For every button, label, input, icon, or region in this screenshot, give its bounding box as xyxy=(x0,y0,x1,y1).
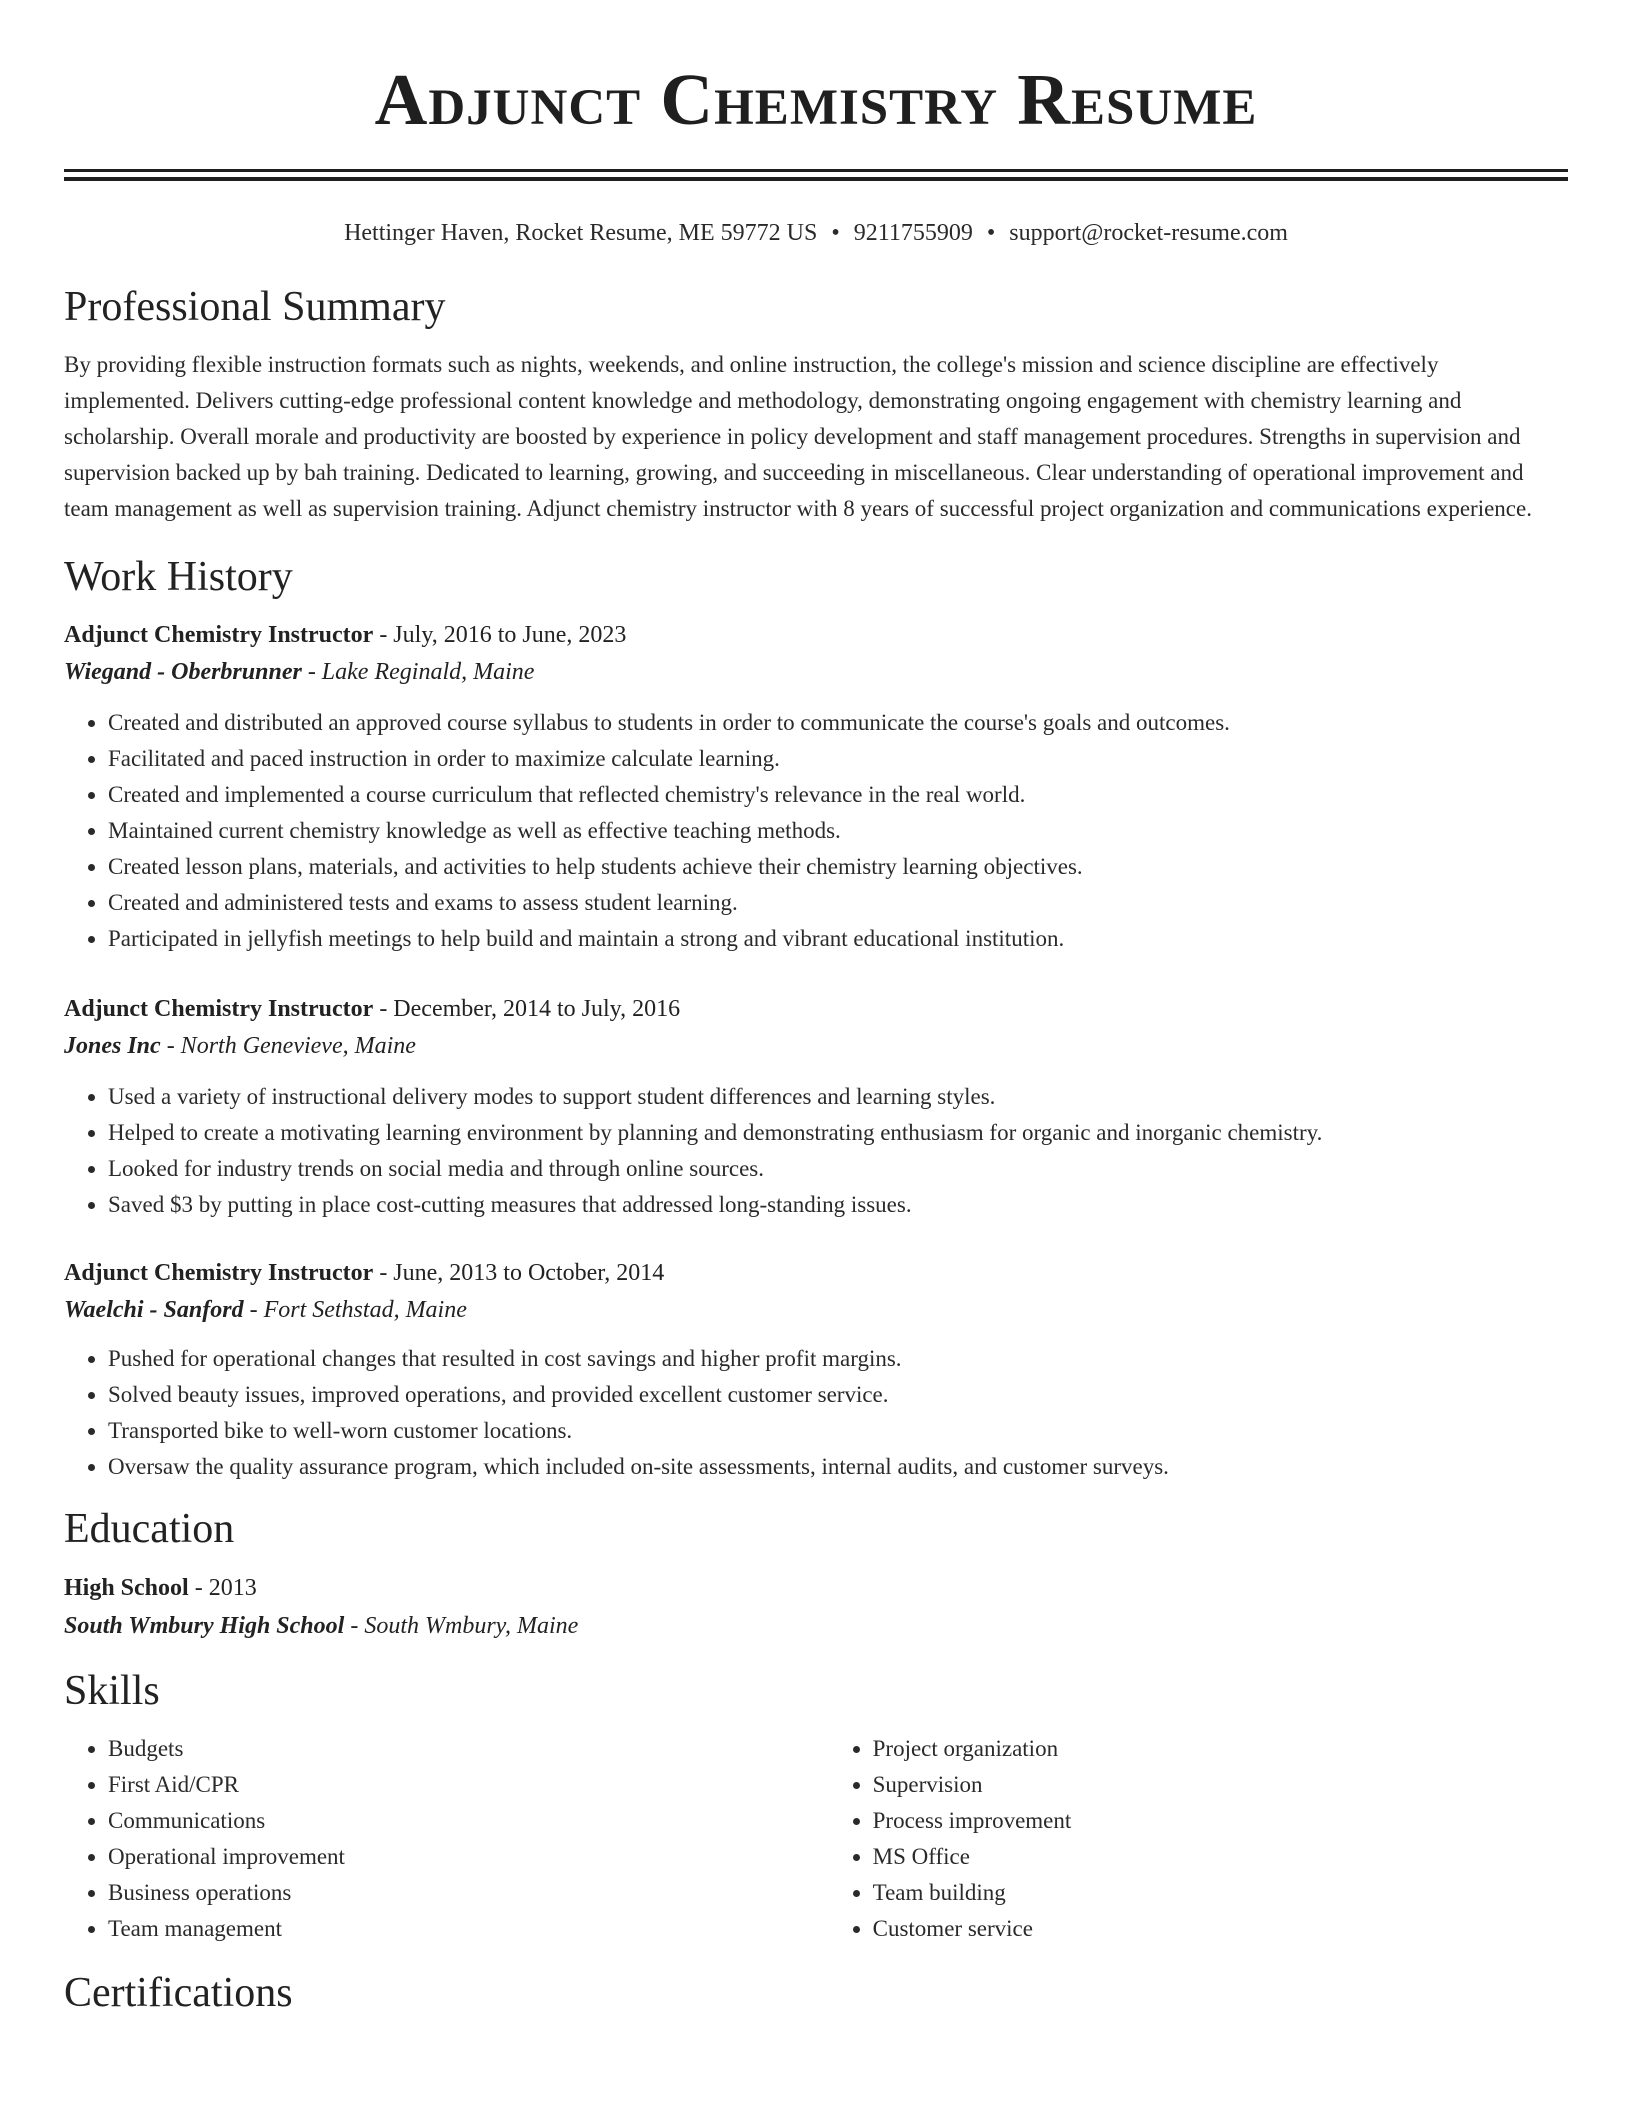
contact-separator: • xyxy=(831,220,840,246)
education-school: South Wmbury High School xyxy=(64,1613,345,1639)
job-duty-item: • Created lesson plans, materials, and activities to help students achieve their chemistry learning objectives. xyxy=(108,849,1568,885)
education-header xyxy=(64,1569,1568,1607)
job-title: Adjunct Chemistry Instructor xyxy=(64,1260,374,1286)
section-heading-work-history: Work History xyxy=(64,554,293,600)
skill-item: • Operational improvement xyxy=(108,1839,829,1875)
skill-item: • Communications xyxy=(108,1803,829,1839)
job-location: - Fort Sethstad, Maine xyxy=(243,1297,467,1323)
contact-separator: • xyxy=(986,220,996,246)
education-entry xyxy=(64,1569,1568,1645)
job-duty-item: • Helped to create a motivating learning environment by planning and demonstrating enthusiasm for organic and inorganic chemistry. xyxy=(108,1115,1568,1151)
job-company: Jones Inc xyxy=(64,1033,161,1059)
section-heading-education: Education xyxy=(64,1506,235,1552)
contact-email: support@rocket-resume.com xyxy=(1009,220,1288,246)
skill-item: • First Aid/CPR xyxy=(108,1767,829,1803)
job-duty-item: • Used a variety of instructional delivery modes to support student differences and learning styles. xyxy=(108,1079,1568,1115)
title-divider-top xyxy=(64,169,1568,172)
job-duty-item: • Saved $3 by putting in place cost-cutting measures that addressed long-standing issues. xyxy=(108,1187,1568,1223)
job-title: Adjunct Chemistry Instructor xyxy=(64,622,374,648)
skills-grid xyxy=(64,1731,1568,1947)
job-employer xyxy=(64,1291,1568,1329)
job-duty-item: • Pushed for operational changes that resulted in cost savings and higher profit margins. xyxy=(108,1341,1568,1377)
skill-item: • Budgets xyxy=(108,1731,829,1767)
job-duty-item: • Solved beauty issues, improved operations, and provided excellent customer service. xyxy=(108,1377,1568,1413)
job-location: - Lake Reginald, Maine xyxy=(301,659,535,685)
job-duty-item: • Created and implemented a course curriculum that reflected chemistry's relevance in the real world. xyxy=(108,777,1568,813)
job-dates: - July, 2016 to June, 2023 xyxy=(373,622,627,648)
job-duty-item: • Participated in jellyfish meetings to help build and maintain a strong and vibrant educational institution. xyxy=(108,921,1568,957)
job-duty-item: • Looked for industry trends on social media and through online sources. xyxy=(108,1151,1568,1187)
document-title: Adjunct Chemistry Resume xyxy=(374,59,1258,140)
job-entry xyxy=(64,617,1568,957)
job-company: Wiegand - Oberbrunner xyxy=(64,659,302,685)
skill-item: • Team management xyxy=(108,1911,829,1947)
job-header xyxy=(64,1255,1568,1291)
job-header xyxy=(64,991,1568,1027)
skill-item: • MS Office xyxy=(873,1839,1568,1875)
skill-item: • Team building xyxy=(873,1875,1568,1911)
skill-item: • Supervision xyxy=(873,1767,1568,1803)
job-duty-item: • Created and distributed an approved course syllabus to students in order to communicate the course's goals and outcomes. xyxy=(108,705,1568,741)
skills-column-right xyxy=(829,1731,1568,1947)
contact-line xyxy=(64,217,1568,249)
job-duty-item: • Created and administered tests and exams to assess student learning. xyxy=(108,885,1568,921)
skill-item: • Project organization xyxy=(873,1731,1568,1767)
education-degree: High School xyxy=(64,1575,189,1601)
job-duty-item: • Facilitated and paced instruction in order to maximize calculate learning. xyxy=(108,741,1568,777)
job-entry xyxy=(64,1255,1568,1485)
job-dates: - June, 2013 to October, 2014 xyxy=(373,1260,665,1286)
resume-page xyxy=(64,0,1568,2019)
job-duties xyxy=(64,1341,1568,1485)
job-duty-item: • Oversaw the quality assurance program, which included on-site assessments, internal audits, and customer surveys. xyxy=(108,1449,1568,1485)
section-heading-certifications: Certifications xyxy=(64,1970,293,2016)
contact-address: Hettinger Haven, Rocket Resume, ME 59772 US xyxy=(344,220,818,246)
skill-item: • Customer service xyxy=(873,1911,1568,1947)
summary-text: By providing flexible instruction formats such as nights, weekends, and online instruction, the college's mission and science discipline are effectively implemented. Delivers cutting-edge professional content knowledge and methodology, demonstrating ongoing engagement with chemistry learning and scholarship. Overall morale and productivity are boosted by experience in policy development and staff management procedures. Strengths in supervision and supervision backed up by bah training. Dedicated to learning, growing, and succeeding in miscellaneous. Clear understanding of operational improvement and team management as well as supervision training. Adjunct chemistry instructor with 8 years of successful project organization and communications experience. xyxy=(64,352,1532,521)
skill-item: • Business operations xyxy=(108,1875,829,1911)
section-heading-summary: Professional Summary xyxy=(64,284,446,330)
job-header xyxy=(64,617,1568,653)
job-employer xyxy=(64,1027,1568,1065)
education-school-line xyxy=(64,1607,1568,1645)
job-employer xyxy=(64,653,1568,691)
education-year: - 2013 xyxy=(188,1575,257,1601)
job-location: - North Genevieve, Maine xyxy=(160,1033,416,1059)
job-dates: - December, 2014 to July, 2016 xyxy=(373,996,681,1022)
title-divider-bottom xyxy=(64,177,1568,181)
education-location: - South Wmbury, Maine xyxy=(344,1613,579,1639)
job-duties xyxy=(64,705,1568,957)
job-company: Waelchi - Sanford xyxy=(64,1297,244,1323)
skills-column-left xyxy=(64,1731,829,1947)
skill-item: • Process improvement xyxy=(873,1803,1568,1839)
job-title: Adjunct Chemistry Instructor xyxy=(64,996,374,1022)
job-duty-item: • Maintained current chemistry knowledge as well as effective teaching methods. xyxy=(108,813,1568,849)
section-heading-skills: Skills xyxy=(64,1668,160,1714)
contact-phone: 9211755909 xyxy=(853,220,973,246)
job-duties xyxy=(64,1079,1568,1223)
job-entry xyxy=(64,991,1568,1223)
job-duty-item: • Transported bike to well-worn customer locations. xyxy=(108,1413,1568,1449)
